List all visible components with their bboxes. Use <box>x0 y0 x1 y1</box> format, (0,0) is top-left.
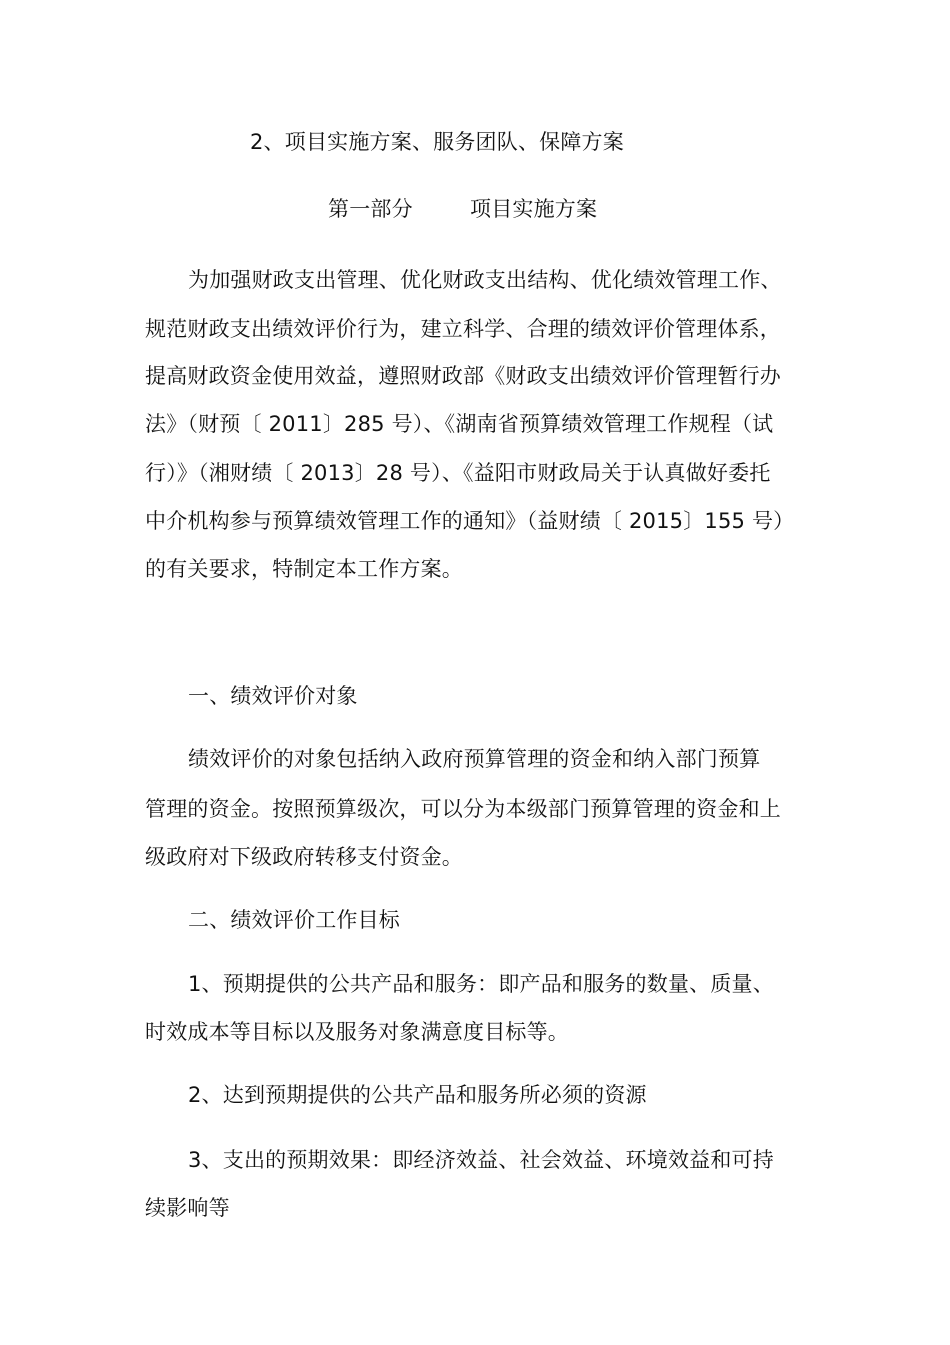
paragraph-line: 续影响等 <box>145 1196 230 1220</box>
part-label: 第一部分 <box>328 197 413 221</box>
paragraph-line: 级政府对下级政府转移支付资金。 <box>145 845 463 869</box>
paragraph-line: 规范财政支出绩效评价行为，建立科学、合理的绩效评价管理体系， <box>145 317 781 341</box>
paragraph-line: 1、预期提供的公共产品和服务：即产品和服务的数量、质量、 <box>188 972 774 996</box>
paragraph-line: 3、支出的预期效果：即经济效益、社会效益、环境效益和可持 <box>188 1148 774 1172</box>
section-heading: 二、绩效评价工作目标 <box>188 908 400 932</box>
paragraph-line: 中介机构参与预算绩效管理工作的通知》（益财绩〔 2015〕155 号） <box>145 509 795 533</box>
paragraph-line: 行）》（湘财绩〔 2013〕28 号）、《益阳市财政局关于认真做好委托 <box>145 461 771 485</box>
document-title: 2、项目实施方案、服务团队、保障方案 <box>250 130 624 154</box>
section-heading: 一、绩效评价对象 <box>188 684 358 708</box>
paragraph-line: 法》（财预〔 2011〕285 号）、《湖南省预算绩效管理工作规程（试 <box>145 412 774 436</box>
paragraph-line: 的有关要求，特制定本工作方案。 <box>145 557 463 581</box>
paragraph-line: 管理的资金。按照预算级次，可以分为本级部门预算管理的资金和上 <box>145 797 781 821</box>
section2-item2: 2、达到预期提供的公共产品和服务所必须的资源 <box>188 1083 647 1107</box>
paragraph-line: 时效成本等目标以及服务对象满意度目标等。 <box>145 1020 569 1044</box>
paragraph-line: 为加强财政支出管理、优化财政支出结构、优化绩效管理工作、 <box>188 268 782 292</box>
part-title: 项目实施方案 <box>470 197 598 221</box>
paragraph-line: 绩效评价的对象包括纳入政府预算管理的资金和纳入部门预算 <box>188 747 761 771</box>
paragraph-line: 提高财政资金使用效益，遵照财政部《财政支出绩效评价管理暂行办 <box>145 364 781 388</box>
